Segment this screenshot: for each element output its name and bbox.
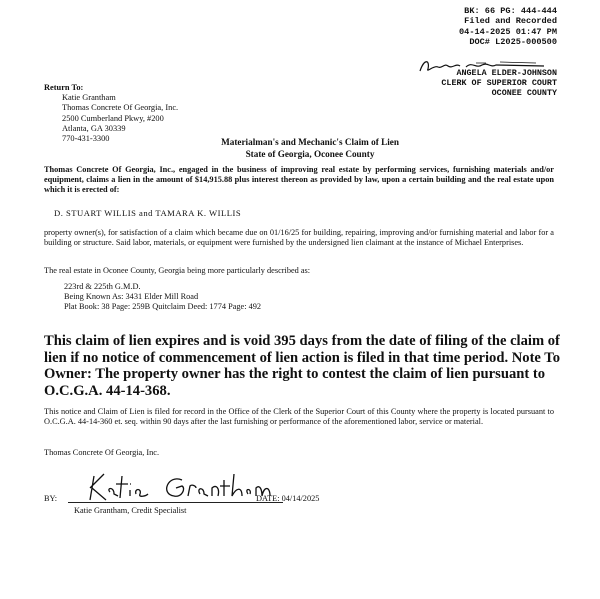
return-to-line: Katie Grantham (62, 93, 116, 103)
recorded-datetime: 04-14-2025 01:47 PM (459, 26, 557, 37)
clerk-title: CLERK OF SUPERIOR COURT (441, 78, 557, 89)
legal-line-2: Being Known As: 3431 Elder Mill Road (64, 292, 199, 302)
title-line-1: Materialman's and Mechanic's Claim of Lien (221, 137, 399, 147)
date-label: DATE: (256, 494, 280, 503)
real-estate-paragraph: The real estate in Oconee County, Georgia being more particularly described as: (44, 266, 311, 275)
return-to-line: 770-431-3300 (62, 134, 110, 144)
lien-expiration-notice: This claim of lien expires and is void 395 days from the date of filing of the claim of lien if no notice of commencement of lien action is filed in that time period. Note To Owner: The property owner has the right to contest the claim of lien pursuant to O.C.G.A. 44-14-368. (44, 333, 560, 399)
legal-line-3: Plat Book: 38 Page: 259B Quitclaim Deed: 1774 Page: 492 (64, 302, 262, 312)
signature-date: 04/14/2025 (281, 494, 320, 503)
filed-recorded: Filed and Recorded (464, 16, 557, 27)
return-to-line: Atlanta, GA 30339 (62, 123, 126, 133)
company-name: Thomas Concrete Of Georgia, Inc. (44, 448, 160, 457)
return-to-line: 2500 Cumberland Pkwy, #200 (62, 113, 164, 123)
document-title (160, 137, 460, 160)
owners-paragraph: property owner(s), for satisfaction of a claim which became due on 01/16/25 for building, repairing, improving and/or furnishing material and labor for a building or structure. Said labor, materials, or equipment were furnished by the undersigned lien claimant at the instance of Michael Enterprises. (44, 228, 554, 248)
title-line-2: State of Georgia, Oconee County (245, 148, 375, 159)
by-label: BY: (44, 494, 58, 503)
signer-signature (84, 466, 274, 504)
property-owners: D. STUART WILLIS and TAMARA K. WILLIS (54, 208, 242, 218)
signature-block (44, 466, 564, 526)
book-page: BK: 66 PG: 444-444 (464, 6, 557, 16)
return-to-heading: Return To: (44, 83, 84, 92)
document-number: DOC# L2025-000500 (469, 37, 557, 48)
return-to-block (44, 83, 178, 144)
legal-line-1: 223rd & 225th G.M.D. (64, 282, 141, 291)
return-to-line: Thomas Concrete Of Georgia, Inc. (62, 103, 179, 113)
filing-paragraph: This notice and Claim of Lien is filed for record in the Office of the Clerk of the Superior Court of this County where the property is located pursuant to O.C.G.A. 44-14-360 et. seq. within 90 days after the last furnishing or performance of the aforementioned labor, service or material. (44, 407, 554, 427)
signer-name: Katie Grantham, Credit Specialist (74, 506, 187, 515)
legal-description (64, 282, 261, 313)
claim-paragraph: Thomas Concrete Of Georgia, Inc., engaged in the business of improving real estate by performing services, furnishing materials and/or equipment, claims a lien in the amount of $14,915.88 plus interest thereon as provided by law, upon a certain building and the real estate upon which it is erected of: (44, 165, 554, 195)
clerk-name: ANGELA ELDER-JOHNSON (456, 68, 557, 78)
signature-line (68, 502, 283, 503)
clerk-block (337, 68, 557, 99)
date-field (256, 494, 319, 503)
clerk-county: OCONEE COUNTY (491, 88, 557, 99)
recording-stamp (357, 6, 557, 48)
